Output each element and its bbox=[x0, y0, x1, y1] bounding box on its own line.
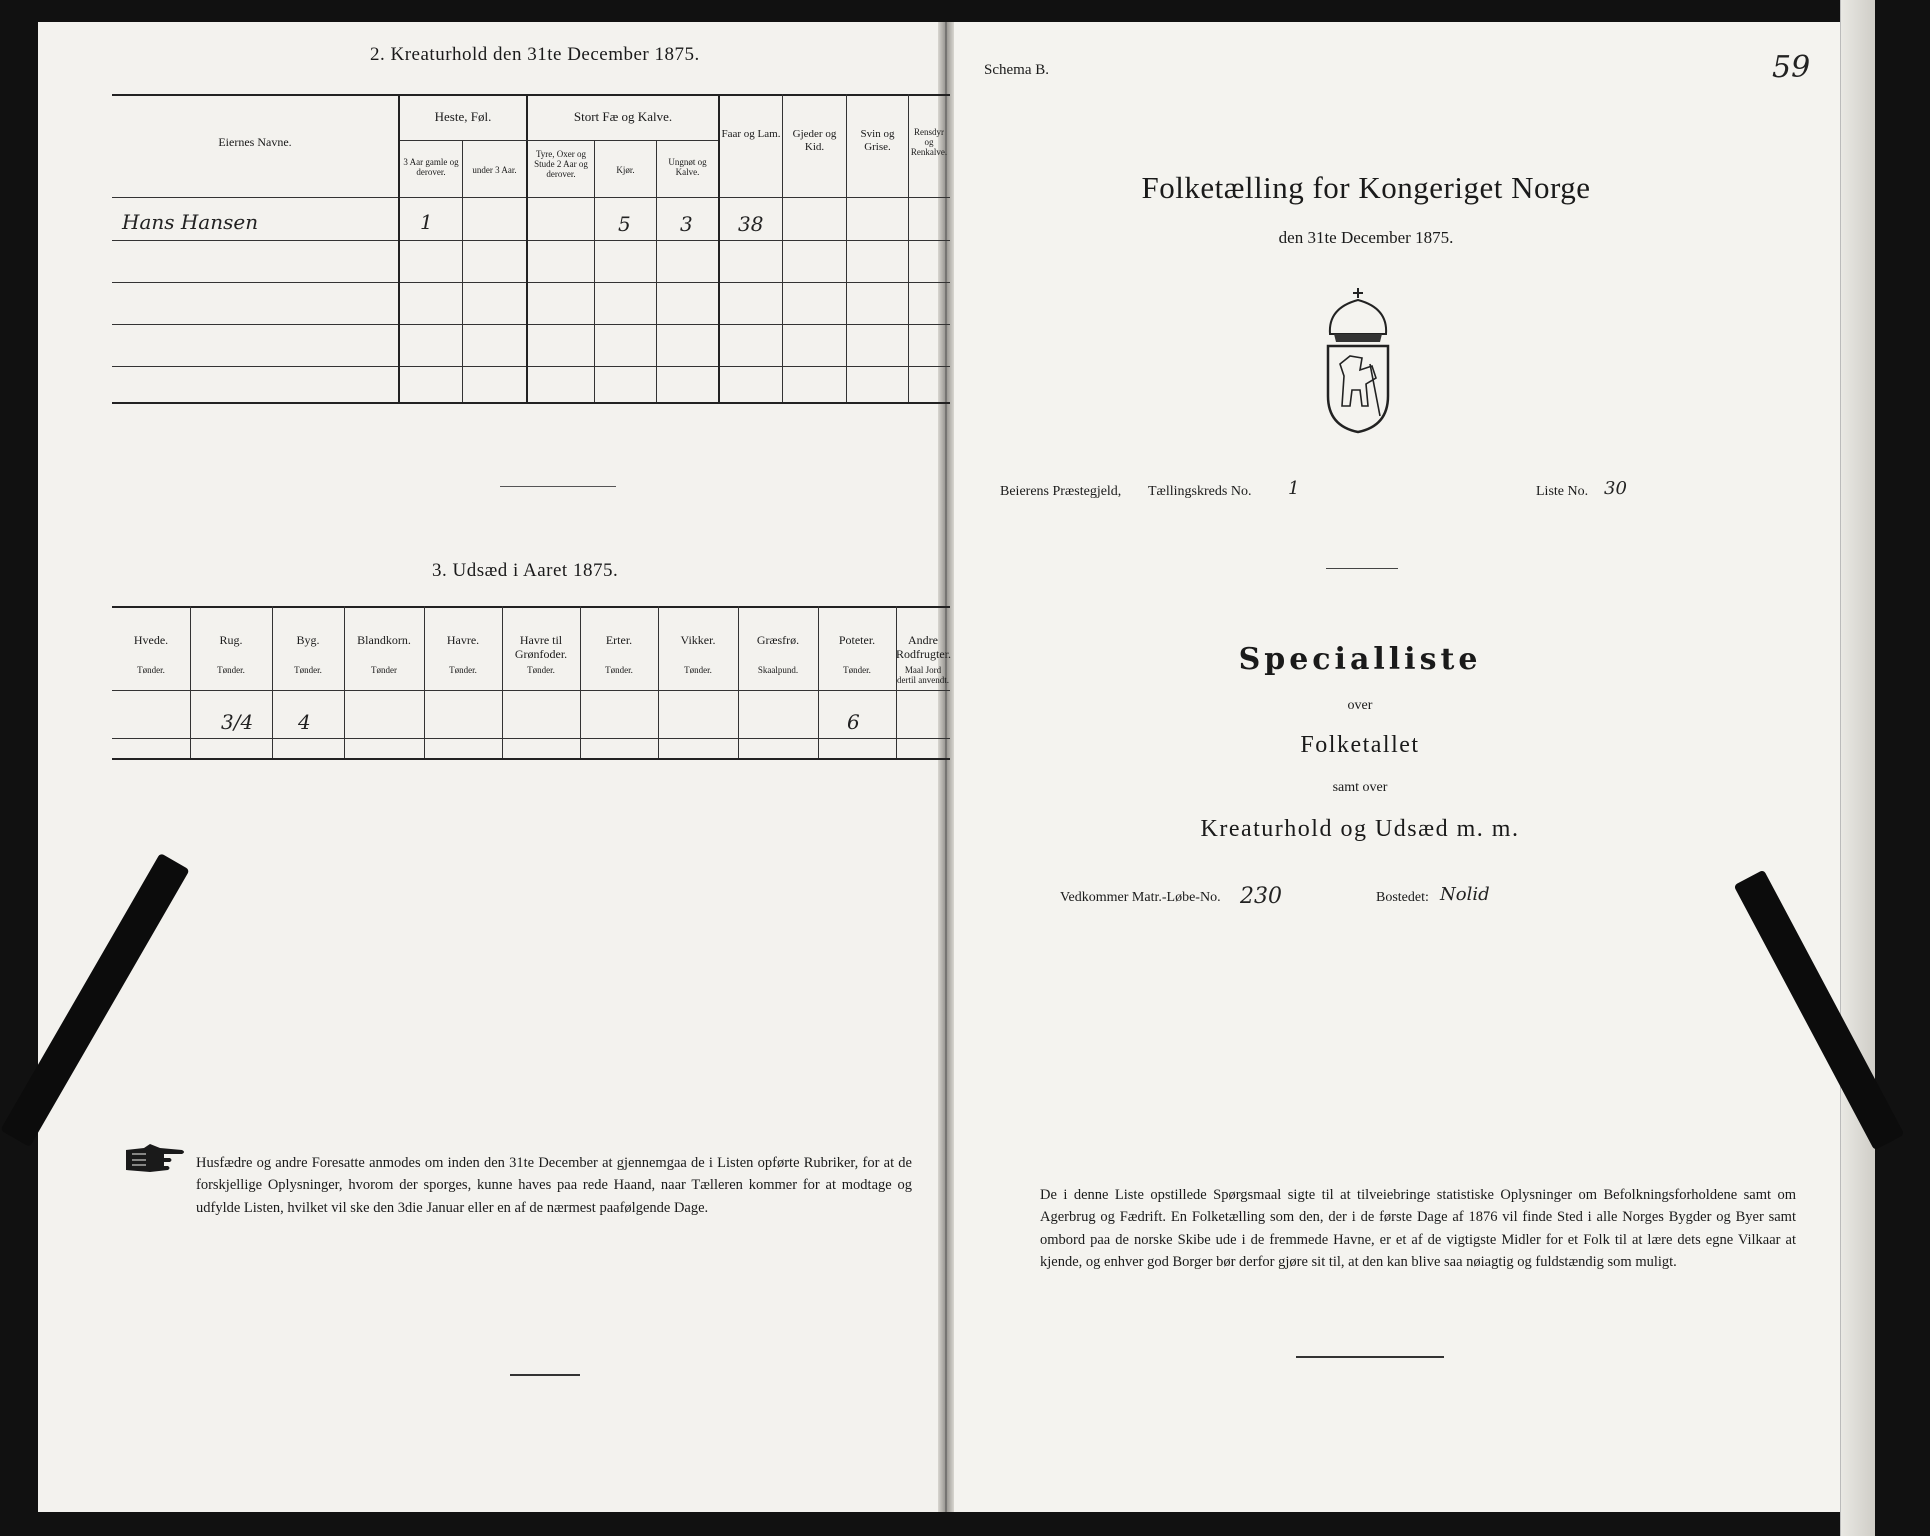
coat-of-arms-icon bbox=[1320, 286, 1396, 436]
udsaed-col-10-unit: Tønder. bbox=[843, 665, 871, 675]
district-label: Tællingskreds No. bbox=[1148, 484, 1252, 499]
udsaed-col-6-unit: Tønder. bbox=[527, 665, 555, 675]
samt-over-label: samt over bbox=[1332, 780, 1388, 795]
main-title: Folketælling for Kongeriget Norge bbox=[1141, 170, 1591, 205]
pointing-hand-icon bbox=[124, 1140, 186, 1176]
udsaed-col-3-name: Byg. bbox=[296, 633, 320, 647]
parish-label: Beierens Præstegjeld, bbox=[1000, 484, 1122, 499]
notice-text: Husfædre og andre Foresatte anmodes om inden den 31te December at gjennemgaa de i Listen opførte Rubriker, for at de forskjellige Oplysninger, hvorom der sporges, kunne haves paa rede Haand, naar Tælleren kommer for at modtage og udfylde Listen, hvilket vil ske den 3die Januar eller en af de nærmest paafølgende Dage. bbox=[196, 1155, 912, 1216]
col-cows-header: Kjør. bbox=[616, 165, 635, 175]
book-gutter bbox=[938, 22, 954, 1512]
section-divider bbox=[500, 486, 616, 487]
udsaed-col-2-name: Rug. bbox=[219, 633, 243, 647]
cattle-group-header: Stort Fæ og Kalve. bbox=[573, 109, 673, 124]
horses-3-cell: 1 bbox=[420, 210, 433, 234]
udsaed-col-9-unit: Skaalpund. bbox=[757, 665, 799, 675]
table2-header-rule bbox=[112, 197, 950, 198]
page-edge bbox=[1840, 0, 1875, 1536]
udsaed-col-7-name: Erter. bbox=[605, 633, 633, 647]
young-cell: 3 bbox=[680, 212, 693, 236]
folketallet-heading: Folketallet bbox=[1300, 732, 1420, 758]
udsaed-col-2-unit: Tønder. bbox=[217, 665, 245, 675]
col-young-header: Ungnøt og Kalve. bbox=[668, 157, 707, 177]
table2-bottom-rule bbox=[112, 402, 950, 404]
list-value: 30 bbox=[1604, 478, 1627, 499]
section3-title: 3. Udsæd i Aaret 1875. bbox=[432, 560, 619, 581]
table3-bottom-rule bbox=[112, 758, 950, 760]
udsaed-col-10-name: Poteter. bbox=[838, 633, 876, 647]
table3-top-rule bbox=[112, 606, 950, 608]
udsaed-col-4-name: Blandkorn. bbox=[357, 633, 411, 647]
col-goats-header: Gjeder og Kid. bbox=[792, 128, 837, 153]
horses-group-header: Heste, Føl. bbox=[434, 109, 492, 124]
udsaed-col-10-value: 6 bbox=[847, 710, 860, 734]
udsaed-col-8-name: Vikker. bbox=[680, 633, 716, 647]
left-page bbox=[38, 22, 950, 1512]
col-sheep-header: Faar og Lam. bbox=[721, 128, 781, 140]
udsaed-col-4-unit: Tønder bbox=[371, 665, 397, 675]
col-horses-3-header: 3 Aar gamle og derover. bbox=[403, 157, 459, 177]
col-pigs-header: Svin og Grise. bbox=[860, 128, 895, 153]
udsaed-col-11-name: Andre Rodfrugter. bbox=[896, 633, 951, 661]
specialliste-heading: Specialliste bbox=[1238, 642, 1482, 677]
table2-top-rule bbox=[112, 94, 950, 96]
schema-label: Schema B. bbox=[984, 62, 1049, 78]
matr-value: 230 bbox=[1240, 884, 1282, 909]
col-horses-u3-header: under 3 Aar. bbox=[472, 165, 517, 175]
list-label: Liste No. bbox=[1536, 484, 1589, 499]
udsaed-col-6-name: Havre til Grønfoder. bbox=[514, 633, 568, 661]
district-value: 1 bbox=[1288, 478, 1300, 499]
bosted-label: Bostedet: bbox=[1376, 890, 1429, 905]
section2-title: 2. Kreaturhold den 31te December 1875. bbox=[370, 44, 700, 65]
bottom-divider-right bbox=[1296, 1356, 1444, 1358]
udsaed-col-5-unit: Tønder. bbox=[449, 665, 477, 675]
udsaed-col-2-value: 3/4 bbox=[221, 710, 254, 734]
udsaed-col-7-unit: Tønder. bbox=[605, 665, 633, 675]
udsaed-col-3-unit: Tønder. bbox=[294, 665, 322, 675]
udsaed-col-1-name: Hvede. bbox=[133, 633, 169, 647]
right-divider-1 bbox=[1326, 568, 1398, 569]
udsaed-col-5-name: Havre. bbox=[446, 633, 480, 647]
bosted-value: Nolid bbox=[1440, 884, 1490, 905]
bottom-divider-left bbox=[510, 1374, 580, 1376]
owner-name-cell: Hans Hansen bbox=[122, 210, 259, 234]
over-label: over bbox=[1347, 698, 1373, 713]
col-reindeer-header: Rensdyr og Renkalve. bbox=[910, 128, 948, 157]
udsaed-col-8-unit: Tønder. bbox=[684, 665, 712, 675]
udsaed-col-1-unit: Tønder. bbox=[137, 665, 165, 675]
census-date: den 31te December 1875. bbox=[1278, 228, 1454, 247]
udsaed-col-3-value: 4 bbox=[298, 710, 311, 734]
kreaturhold-heading: Kreaturhold og Udsæd m. m. bbox=[1200, 816, 1520, 842]
col-bulls-header: Tyre, Oxer og Stude 2 Aar og derover. bbox=[534, 149, 588, 179]
cows-cell: 5 bbox=[618, 212, 631, 236]
explanation-paragraph: De i denne Liste opstillede Spørgsmaal sigte til at tilveiebringe statistiske Oplysninger om Befolkningsforholdene samt om Agerbrug og Fædrift. En Folketælling som den, der i de første Dage af 1876 vil finde Sted i alle Norges Bygder og Byer samt ombord paa de norske Skibe ude i de fremmede Havne, er et af de vigtigste Midler for et Folk til at lære dets egne Vilkaar at kjende, og enhver god Borger bør derfor gjøre sit til, at den kan blive saa nøiagtig og fuldstændig som muligt. bbox=[1040, 1187, 1796, 1271]
udsaed-col-9-name: Græsfrø. bbox=[756, 633, 800, 647]
owner-header: Eiernes Navne. bbox=[218, 135, 292, 149]
page-number: 59 bbox=[1772, 50, 1811, 85]
sheep-cell: 38 bbox=[738, 212, 764, 236]
udsaed-col-11-unit: Maal Jord dertil anvendt. bbox=[897, 665, 949, 685]
matr-label: Vedkommer Matr.-Løbe-No. bbox=[1060, 890, 1221, 905]
